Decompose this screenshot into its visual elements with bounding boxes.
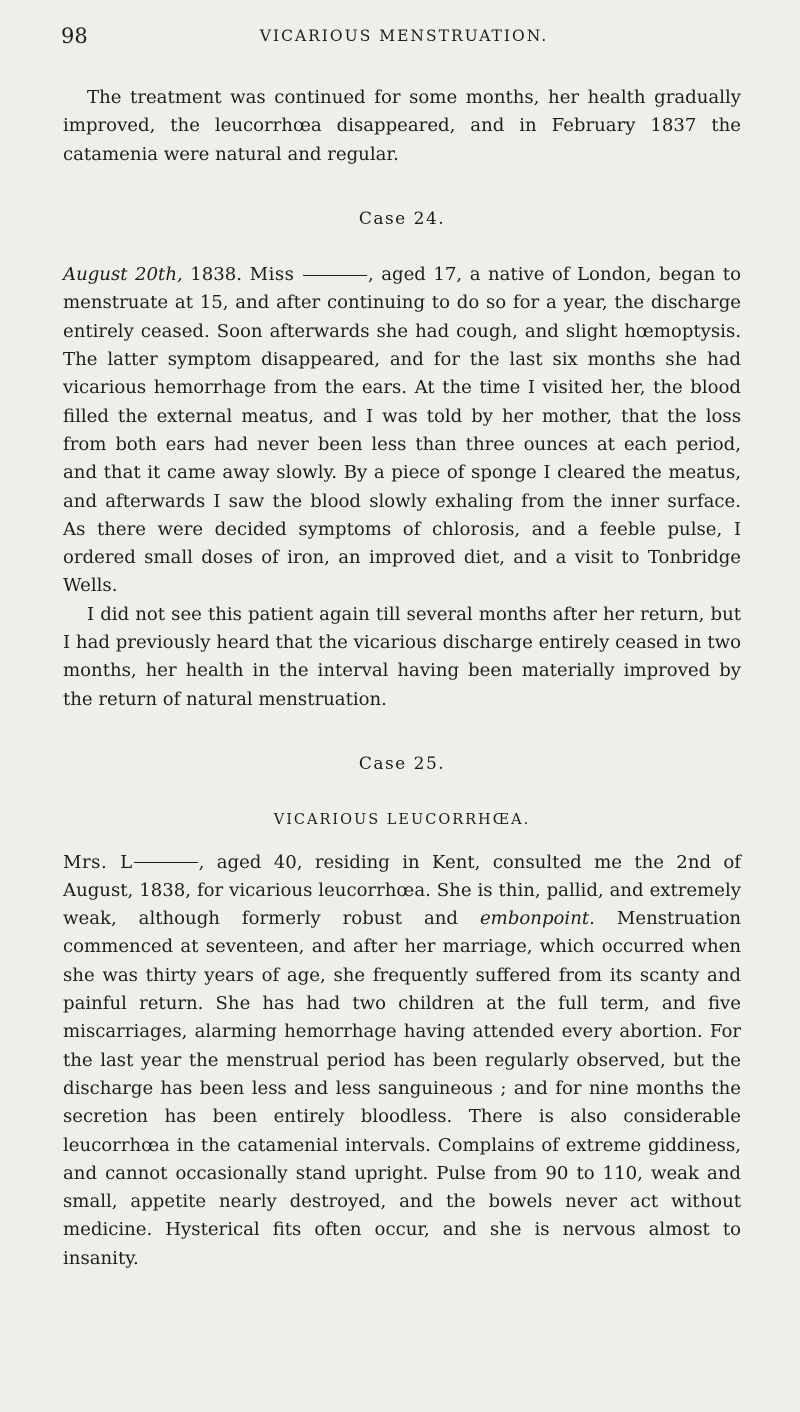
case-24-date: August 20th, <box>63 264 183 286</box>
running-title: VICARIOUS MENSTRUATION. <box>259 27 549 45</box>
case-25-text-part-2: Menstruation commenced at seventeen, and after her marriage, which occurred when she was thirty years of age, she frequently suffered from its scanty and painful return. She has had two children at the full term, and five miscarriages, alarming hemorrhage having attended every abortion. For the last year the menstrual period has been regularly observed, but the discharge has been less and less sanguineous ; and for nine months the secretion has been entirely bloodless. There is also considerable leucorrhœa in the catamenial intervals. Complains of extreme giddiness, and cannot occasionally stand upright. Pulse from 90 to 110, weak and small, appetite nearly destroyed, and the bowels never act without medicine. Hysterical fits often occur, and she is nervous almost to insanity. <box>63 908 741 1269</box>
case-24-year: 1838. <box>182 264 250 286</box>
case-25-italic-word: embonpoint. <box>479 908 595 930</box>
case-25-text-part-1: , aged 40, residing in Kent, consulted me the 2nd of August, 1838, for vicarious leucorrhœa. She is thin, pallid, and extremely weak, although formerly robust and <box>63 851 741 930</box>
case-25-heading: Case 25. <box>358 753 446 774</box>
page-number: 98 <box>61 24 88 48</box>
case-24-paragraph-1 <box>63 261 741 601</box>
case-24-patient-name: Miss <box>249 264 295 286</box>
case-24-heading: Case 24. <box>358 208 446 229</box>
case-25-subheading: VICARIOUS LEUCORRHŒA. <box>273 812 531 829</box>
page-body <box>63 84 741 1273</box>
case-25-patient-name: Mrs. L <box>63 851 133 873</box>
case-24-text: , aged 17, a native of London, began to menstruate at 15, and after continuing to do so for a year, the discharge entirely ceased. Soon afterwards she had cough, and slight hœmoptysis. The latter symptom disappeared, and for the last six months she had vicarious hemorrhage from the ears. At the time I visited her, the blood filled the external meatus, and I was told by her mother, that the loss from both ears had never been less than three ounces at each period, and that it came away slowly. By a piece of sponge I cleared the meatus, and afterwards I saw the blood slowly exhaling from the inner surface. As there were decided symptoms of chlorosis, and a feeble pulse, I ordered small doses of iron, an improved diet, and a visit to Tonbridge Wells. <box>63 264 741 597</box>
intro-paragraph: The treatment was continued for some months, her health gradually improved, the leucorrhœa disappeared, and in February 1837 the catamenia were natural and regular. <box>63 87 741 165</box>
running-head <box>61 24 747 54</box>
case-24-paragraph-2: I did not see this patient again till several months after her return, but I had previously heard that the vicarious discharge entirely ceased in two months, her health in the interval having been materially improved by the return of natural menstruation. <box>63 603 741 710</box>
name-redaction-dash <box>303 275 367 276</box>
name-redaction-dash <box>134 862 198 863</box>
case-25-paragraph-1 <box>63 849 741 1273</box>
